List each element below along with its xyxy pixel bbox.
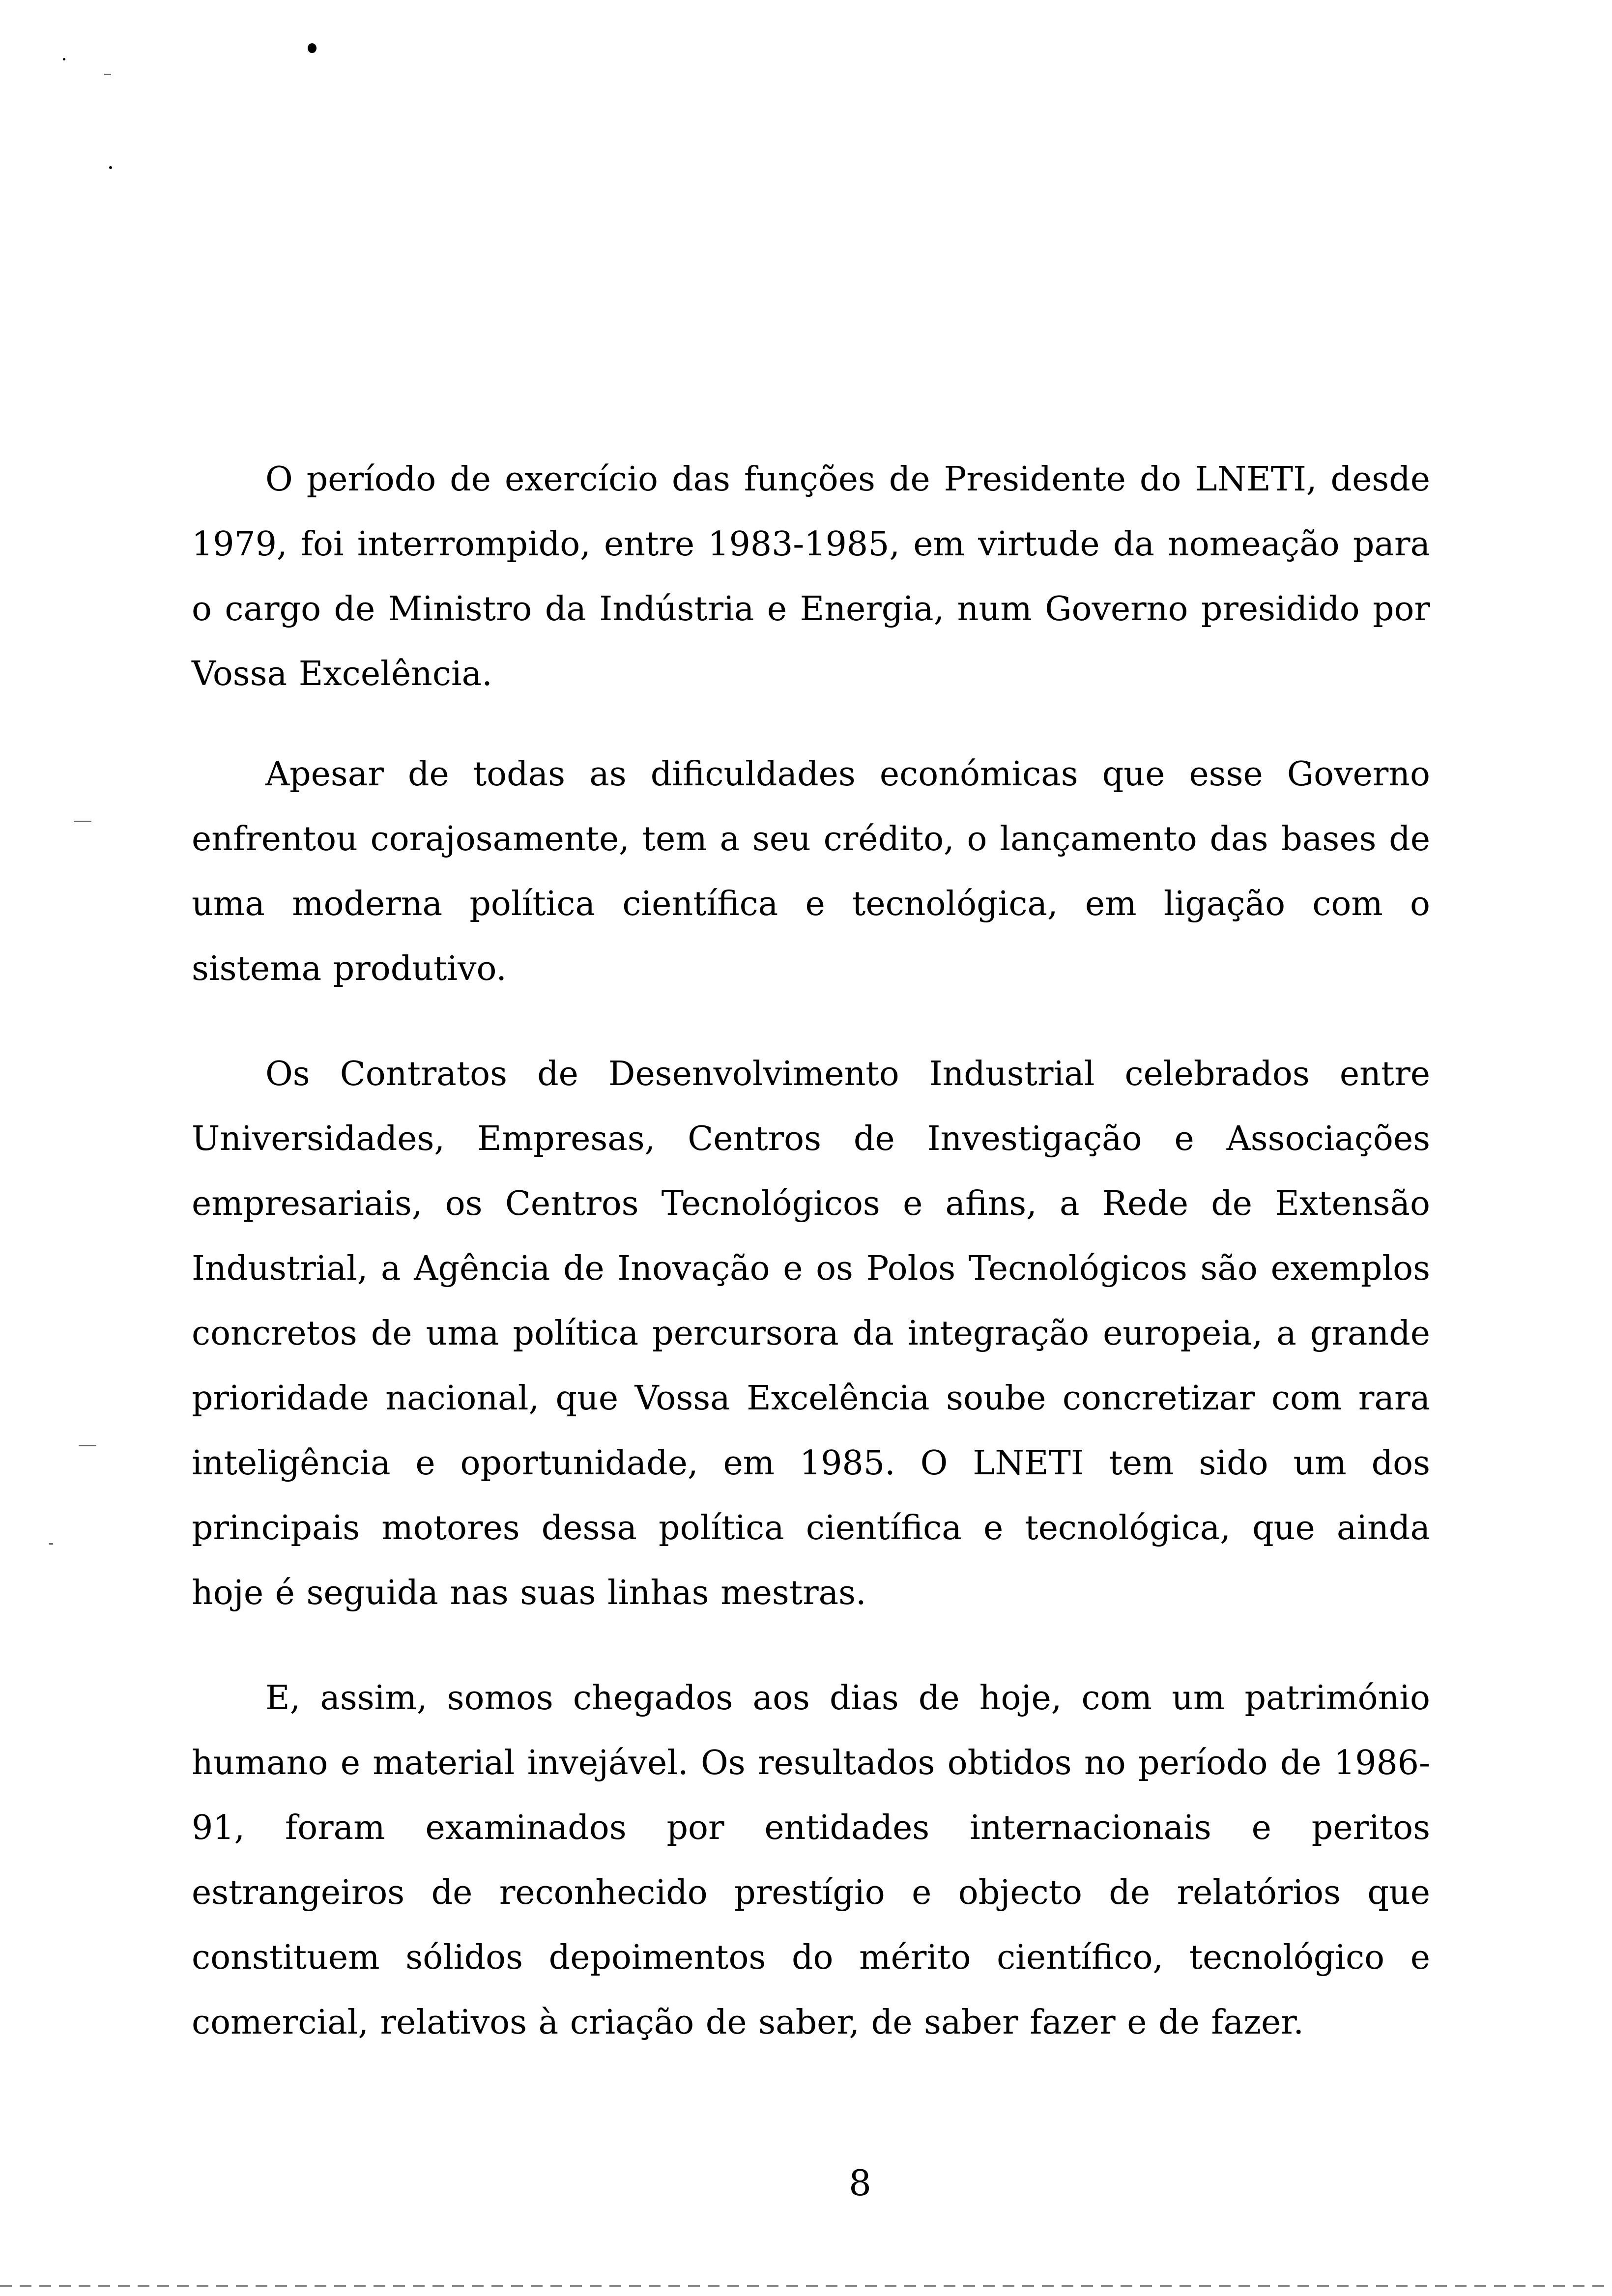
scan-speck <box>308 43 317 53</box>
paragraph: Os Contratos de Desenvolvimento Industrial celebrados entre Universidades, Empresas, Centros de Investigação e Associações empresariais, os Centros Tecnológicos e afins, a Rede de Extensão Industrial, a Agência de Inovação e os Polos Tecnológicos são exemplos concretos de uma política percursora da integração europeia, a grande prioridade nacional, que Vossa Excelência soube concretizar com rara inteligência e oportunidade, em 1985. O LNETI tem sido um dos principais motores dessa política científica e tecnológica, que ainda hoje é seguida nas suas linhas mestras. <box>192 1055 1430 1612</box>
scan-mark <box>79 1445 96 1446</box>
scan-speck <box>63 58 65 60</box>
scan-mark <box>104 74 111 75</box>
scan-speck <box>109 166 112 169</box>
page-number: 8 <box>849 2162 871 2204</box>
paragraph: E, assim, somos chegados aos dias de hoje, com um património humano e material invejável. Os resultados obtidos no período de 1986-91, foram examinados por entidades internacionais e peritos estrangeiros de reconhecido prestígio e objecto de relatórios que constituem sólidos depoimentos do mérito científico, tecnológico e comercial, relativos à criação de saber, de saber fazer e de fazer. <box>192 1679 1430 2042</box>
paragraph: O período de exercício das funções de Presidente do LNETI, desde 1979, foi interrompido, entre 1983-1985, em virtude da nomeação para o cargo de Ministro da Indústria e Energia, num Governo presidido por Vossa Excelência. <box>192 460 1430 693</box>
scan-edge-line <box>0 2285 1612 2287</box>
scan-mark <box>74 821 91 822</box>
scan-mark <box>49 1543 53 1545</box>
paragraph: Apesar de todas as dificuldades económicas que esse Governo enfrentou corajosamente, tem a seu crédito, o lançamento das bases de uma moderna política científica e tecnológica, em ligação com o sistema produtivo. <box>192 755 1430 988</box>
